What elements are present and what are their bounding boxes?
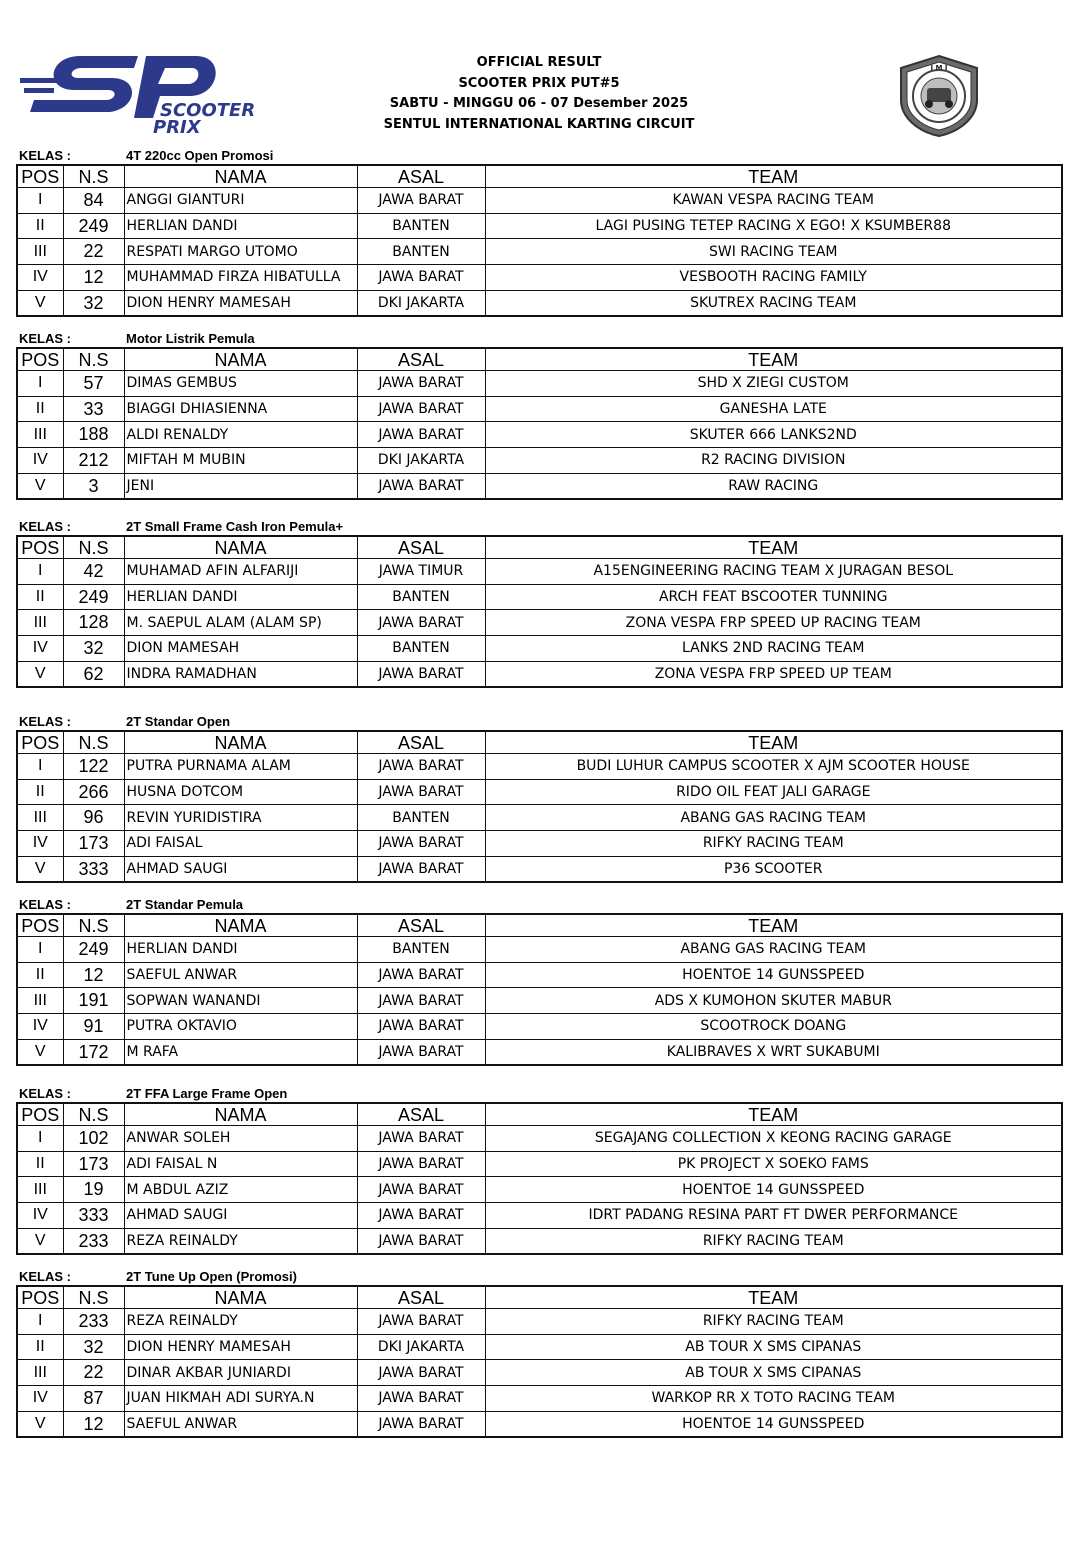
cell-pos: II: [17, 584, 63, 610]
cell-nama: SAEFUL ANWAR: [124, 1411, 357, 1437]
cell-pos: II: [17, 396, 63, 422]
cell-team: HOENTOE 14 GUNSSPEED: [485, 1411, 1062, 1437]
logo-prix-text: PRIX: [153, 117, 201, 137]
cell-nama: M ABDUL AZIZ: [124, 1177, 357, 1203]
cell-pos: II: [17, 962, 63, 988]
column-header-pos: POS: [17, 914, 63, 937]
cell-team: IDRT PADANG RESINA PART FT DWER PERFORMANCE: [485, 1203, 1062, 1229]
cell-team: RIFKY RACING TEAM: [485, 831, 1062, 857]
cell-ns: 102: [63, 1126, 124, 1152]
kelas-heading: [16, 1268, 1061, 1285]
cell-nama: REZA REINALDY: [124, 1309, 357, 1335]
kelas-name: 2T Small Frame Cash Iron Pemula+: [126, 519, 344, 534]
column-header-pos: POS: [17, 165, 63, 188]
cell-nama: JUAN HIKMAH ADI SURYA.N: [124, 1386, 357, 1412]
table-row: [17, 962, 1062, 988]
column-header-ns: N.S: [63, 348, 124, 371]
column-header-ns: N.S: [63, 536, 124, 559]
cell-team: KAWAN VESPA RACING TEAM: [485, 188, 1062, 214]
cell-nama: HERLIAN DANDI: [124, 213, 357, 239]
column-header-pos: POS: [17, 731, 63, 754]
table-row: [17, 448, 1062, 474]
results-table: [16, 730, 1063, 883]
column-header-pos: POS: [17, 536, 63, 559]
kelas-label: KELAS :: [19, 148, 71, 163]
cell-asal: DKI JAKARTA: [357, 1334, 485, 1360]
cell-pos: V: [17, 290, 63, 316]
cell-asal: BANTEN: [357, 805, 485, 831]
table-row: [17, 805, 1062, 831]
cell-nama: AHMAD SAUGI: [124, 856, 357, 882]
logo-scooter-text: SCOOTER: [160, 100, 256, 121]
cell-asal: JAWA BARAT: [357, 856, 485, 882]
cell-nama: REZA REINALDY: [124, 1228, 357, 1254]
cell-ns: 32: [63, 1334, 124, 1360]
cell-team: HOENTOE 14 GUNSSPEED: [485, 1177, 1062, 1203]
cell-ns: 173: [63, 831, 124, 857]
imi-letters: I M I: [930, 64, 948, 72]
cell-ns: 249: [63, 937, 124, 963]
cell-nama: MUHAMAD AFIN ALFARIJI: [124, 559, 357, 585]
cell-pos: III: [17, 239, 63, 265]
cell-pos: I: [17, 1309, 63, 1335]
cell-pos: IV: [17, 1386, 63, 1412]
cell-nama: PUTRA OKTAVIO: [124, 1014, 357, 1040]
table-row: [17, 239, 1062, 265]
cell-team: SCOOTROCK DOANG: [485, 1014, 1062, 1040]
cell-nama: ALDI RENALDY: [124, 422, 357, 448]
table-row: [17, 1334, 1062, 1360]
cell-team: KALIBRAVES X WRT SUKABUMI: [485, 1039, 1062, 1065]
cell-asal: JAWA BARAT: [357, 962, 485, 988]
kelas-label: KELAS :: [19, 1086, 71, 1101]
cell-ns: 191: [63, 988, 124, 1014]
results-table: [16, 1285, 1063, 1438]
column-header-ns: N.S: [63, 1286, 124, 1309]
cell-ns: 188: [63, 422, 124, 448]
cell-nama: DIMAS GEMBUS: [124, 371, 357, 397]
cell-pos: II: [17, 213, 63, 239]
kelas-label: KELAS :: [19, 714, 71, 729]
cell-ns: 33: [63, 396, 124, 422]
cell-asal: JAWA TIMUR: [357, 559, 485, 585]
kelas-heading: [16, 896, 1061, 913]
cell-ns: 42: [63, 559, 124, 585]
cell-team: VESBOOTH RACING FAMILY: [485, 265, 1062, 291]
class-section: [16, 1085, 1061, 1255]
cell-pos: IV: [17, 636, 63, 662]
cell-team: AB TOUR X SMS CIPANAS: [485, 1334, 1062, 1360]
imi-emblem-icon: [897, 54, 981, 138]
column-header-asal: ASAL: [357, 1103, 485, 1126]
results-table: [16, 164, 1063, 317]
cell-pos: III: [17, 1177, 63, 1203]
column-header-ns: N.S: [63, 914, 124, 937]
column-header-asal: ASAL: [357, 731, 485, 754]
cell-ns: 12: [63, 265, 124, 291]
results-table: [16, 913, 1063, 1066]
cell-nama: ANWAR SOLEH: [124, 1126, 357, 1152]
cell-asal: JAWA BARAT: [357, 188, 485, 214]
cell-asal: JAWA BARAT: [357, 661, 485, 687]
column-header-team: TEAM: [485, 348, 1062, 371]
kelas-name: 2T Tune Up Open (Promosi): [126, 1269, 297, 1284]
cell-ns: 333: [63, 856, 124, 882]
class-section: [16, 896, 1061, 1066]
column-header-team: TEAM: [485, 1103, 1062, 1126]
cell-ns: 19: [63, 1177, 124, 1203]
column-header-ns: N.S: [63, 1103, 124, 1126]
cell-pos: II: [17, 1334, 63, 1360]
cell-nama: M RAFA: [124, 1039, 357, 1065]
cell-team: LANKS 2ND RACING TEAM: [485, 636, 1062, 662]
cell-pos: V: [17, 1411, 63, 1437]
cell-ns: 22: [63, 1360, 124, 1386]
cell-asal: JAWA BARAT: [357, 1386, 485, 1412]
cell-nama: REVIN YURIDISTIRA: [124, 805, 357, 831]
cell-pos: III: [17, 988, 63, 1014]
cell-pos: I: [17, 937, 63, 963]
column-header-asal: ASAL: [357, 1286, 485, 1309]
table-header-row: [17, 1286, 1062, 1309]
cell-team: BUDI LUHUR CAMPUS SCOOTER X AJM SCOOTER HOUSE: [485, 754, 1062, 780]
cell-nama: BIAGGI DHIASIENNA: [124, 396, 357, 422]
cell-asal: JAWA BARAT: [357, 610, 485, 636]
title-line-1: OFFICIAL RESULT: [476, 55, 602, 70]
cell-ns: 333: [63, 1203, 124, 1229]
cell-pos: I: [17, 754, 63, 780]
cell-pos: I: [17, 188, 63, 214]
column-header-nama: NAMA: [124, 914, 357, 937]
cell-pos: IV: [17, 831, 63, 857]
cell-pos: V: [17, 1039, 63, 1065]
table-row: [17, 1126, 1062, 1152]
cell-team: P36 SCOOTER: [485, 856, 1062, 882]
table-row: [17, 265, 1062, 291]
cell-ns: 212: [63, 448, 124, 474]
cell-team: ARCH FEAT BSCOOTER TUNNING: [485, 584, 1062, 610]
cell-ns: 91: [63, 1014, 124, 1040]
results-table: [16, 347, 1063, 500]
cell-pos: IV: [17, 1014, 63, 1040]
cell-ns: 266: [63, 779, 124, 805]
table-row: [17, 636, 1062, 662]
cell-asal: JAWA BARAT: [357, 831, 485, 857]
column-header-team: TEAM: [485, 165, 1062, 188]
cell-team: PK PROJECT X SOEKO FAMS: [485, 1151, 1062, 1177]
column-header-pos: POS: [17, 1103, 63, 1126]
table-row: [17, 1411, 1062, 1437]
cell-nama: DION HENRY MAMESAH: [124, 290, 357, 316]
cell-team: SWI RACING TEAM: [485, 239, 1062, 265]
class-section: [16, 518, 1061, 688]
class-section: [16, 147, 1061, 317]
column-header-ns: N.S: [63, 165, 124, 188]
kelas-name: 2T Standar Open: [126, 714, 231, 729]
table-row: [17, 396, 1062, 422]
cell-asal: JAWA BARAT: [357, 754, 485, 780]
table-row: [17, 1309, 1062, 1335]
cell-asal: JAWA BARAT: [357, 988, 485, 1014]
column-header-pos: POS: [17, 348, 63, 371]
kelas-heading: [16, 147, 1061, 164]
cell-ns: 12: [63, 962, 124, 988]
cell-nama: ADI FAISAL N: [124, 1151, 357, 1177]
column-header-team: TEAM: [485, 1286, 1062, 1309]
cell-pos: III: [17, 422, 63, 448]
cell-team: GANESHA LATE: [485, 396, 1062, 422]
cell-pos: IV: [17, 1203, 63, 1229]
cell-ns: 3: [63, 473, 124, 499]
document-header: [0, 0, 1075, 145]
cell-team: R2 RACING DIVISION: [485, 448, 1062, 474]
column-header-asal: ASAL: [357, 348, 485, 371]
cell-ns: 128: [63, 610, 124, 636]
class-section: [16, 713, 1061, 883]
table-row: [17, 584, 1062, 610]
cell-asal: BANTEN: [357, 584, 485, 610]
table-header-row: [17, 914, 1062, 937]
kelas-name: 2T FFA Large Frame Open: [126, 1086, 288, 1101]
table-row: [17, 754, 1062, 780]
cell-team: RIDO OIL FEAT JALI GARAGE: [485, 779, 1062, 805]
column-header-pos: POS: [17, 1286, 63, 1309]
table-row: [17, 988, 1062, 1014]
cell-asal: JAWA BARAT: [357, 1151, 485, 1177]
kelas-label: KELAS :: [19, 1269, 71, 1284]
cell-pos: III: [17, 610, 63, 636]
cell-nama: MUHAMMAD FIRZA HIBATULLA: [124, 265, 357, 291]
cell-ns: 96: [63, 805, 124, 831]
cell-asal: BANTEN: [357, 239, 485, 265]
column-header-ns: N.S: [63, 731, 124, 754]
kelas-heading: [16, 1085, 1061, 1102]
cell-pos: I: [17, 559, 63, 585]
cell-pos: V: [17, 473, 63, 499]
cell-team: SKUTER 666 LANKS2ND: [485, 422, 1062, 448]
cell-asal: JAWA BARAT: [357, 473, 485, 499]
cell-nama: ADI FAISAL: [124, 831, 357, 857]
table-row: [17, 1039, 1062, 1065]
cell-ns: 173: [63, 1151, 124, 1177]
cell-asal: BANTEN: [357, 213, 485, 239]
document-title-block: [380, 53, 698, 135]
cell-asal: JAWA BARAT: [357, 371, 485, 397]
table-row: [17, 422, 1062, 448]
cell-pos: III: [17, 805, 63, 831]
table-row: [17, 1386, 1062, 1412]
column-header-team: TEAM: [485, 914, 1062, 937]
cell-asal: JAWA BARAT: [357, 265, 485, 291]
table-row: [17, 188, 1062, 214]
cell-pos: IV: [17, 448, 63, 474]
table-row: [17, 779, 1062, 805]
table-row: [17, 661, 1062, 687]
cell-ns: 62: [63, 661, 124, 687]
scooter-prix-logo: [20, 52, 275, 137]
table-row: [17, 473, 1062, 499]
cell-ns: 32: [63, 290, 124, 316]
cell-asal: DKI JAKARTA: [357, 290, 485, 316]
cell-nama: DINAR AKBAR JUNIARDI: [124, 1360, 357, 1386]
cell-asal: JAWA BARAT: [357, 1309, 485, 1335]
cell-team: SKUTREX RACING TEAM: [485, 290, 1062, 316]
cell-ns: 249: [63, 584, 124, 610]
table-row: [17, 937, 1062, 963]
cell-team: RAW RACING: [485, 473, 1062, 499]
cell-asal: JAWA BARAT: [357, 396, 485, 422]
cell-nama: M. SAEPUL ALAM (ALAM SP): [124, 610, 357, 636]
cell-nama: SAEFUL ANWAR: [124, 962, 357, 988]
cell-asal: JAWA BARAT: [357, 1203, 485, 1229]
column-header-nama: NAMA: [124, 348, 357, 371]
cell-ns: 122: [63, 754, 124, 780]
class-section: [16, 1268, 1061, 1438]
cell-ns: 22: [63, 239, 124, 265]
cell-pos: I: [17, 1126, 63, 1152]
table-row: [17, 856, 1062, 882]
table-row: [17, 831, 1062, 857]
cell-team: RIFKY RACING TEAM: [485, 1309, 1062, 1335]
kelas-name: 2T Standar Pemula: [126, 897, 244, 912]
results-table: [16, 535, 1063, 688]
table-header-row: [17, 348, 1062, 371]
cell-asal: BANTEN: [357, 636, 485, 662]
cell-pos: III: [17, 1360, 63, 1386]
title-line-3: SABTU - MINGGU 06 - 07 Desember 2025: [389, 96, 689, 111]
table-row: [17, 213, 1062, 239]
cell-pos: V: [17, 661, 63, 687]
table-row: [17, 1014, 1062, 1040]
kelas-heading: [16, 330, 1061, 347]
table-row: [17, 1177, 1062, 1203]
cell-nama: PUTRA PURNAMA ALAM: [124, 754, 357, 780]
cell-team: ABANG GAS RACING TEAM: [485, 805, 1062, 831]
kelas-heading: [16, 518, 1061, 535]
cell-team: WARKOP RR X TOTO RACING TEAM: [485, 1386, 1062, 1412]
table-header-row: [17, 1103, 1062, 1126]
table-row: [17, 1360, 1062, 1386]
cell-team: ABANG GAS RACING TEAM: [485, 937, 1062, 963]
cell-pos: V: [17, 1228, 63, 1254]
cell-nama: RESPATI MARGO UTOMO: [124, 239, 357, 265]
cell-ns: 57: [63, 371, 124, 397]
cell-team: AB TOUR X SMS CIPANAS: [485, 1360, 1062, 1386]
table-row: [17, 1228, 1062, 1254]
kelas-label: KELAS :: [19, 519, 71, 534]
cell-ns: 12: [63, 1411, 124, 1437]
column-header-team: TEAM: [485, 536, 1062, 559]
column-header-nama: NAMA: [124, 1103, 357, 1126]
cell-nama: JENI: [124, 473, 357, 499]
table-header-row: [17, 731, 1062, 754]
cell-ns: 249: [63, 213, 124, 239]
column-header-nama: NAMA: [124, 165, 357, 188]
column-header-nama: NAMA: [124, 731, 357, 754]
cell-ns: 172: [63, 1039, 124, 1065]
cell-nama: HERLIAN DANDI: [124, 937, 357, 963]
cell-team: LAGI PUSING TETEP RACING X EGO! X KSUMBER88: [485, 213, 1062, 239]
kelas-label: KELAS :: [19, 331, 71, 346]
column-header-nama: NAMA: [124, 1286, 357, 1309]
cell-asal: JAWA BARAT: [357, 1014, 485, 1040]
title-line-4: SENTUL INTERNATIONAL KARTING CIRCUIT: [383, 116, 695, 132]
cell-asal: JAWA BARAT: [357, 1039, 485, 1065]
kelas-name: 4T 220cc Open Promosi: [126, 148, 274, 163]
cell-pos: V: [17, 856, 63, 882]
cell-nama: DION HENRY MAMESAH: [124, 1334, 357, 1360]
table-row: [17, 559, 1062, 585]
column-header-asal: ASAL: [357, 914, 485, 937]
cell-ns: 32: [63, 636, 124, 662]
table-row: [17, 371, 1062, 397]
cell-asal: JAWA BARAT: [357, 1126, 485, 1152]
cell-team: ADS X KUMOHON SKUTER MABUR: [485, 988, 1062, 1014]
cell-team: ZONA VESPA FRP SPEED UP TEAM: [485, 661, 1062, 687]
cell-pos: IV: [17, 265, 63, 291]
table-row: [17, 1203, 1062, 1229]
cell-ns: 87: [63, 1386, 124, 1412]
cell-asal: JAWA BARAT: [357, 422, 485, 448]
cell-team: ZONA VESPA FRP SPEED UP RACING TEAM: [485, 610, 1062, 636]
cell-pos: I: [17, 371, 63, 397]
title-line-2: SCOOTER PRIX PUT#5: [458, 75, 620, 91]
cell-nama: INDRA RAMADHAN: [124, 661, 357, 687]
column-header-asal: ASAL: [357, 536, 485, 559]
column-header-team: TEAM: [485, 731, 1062, 754]
class-section: [16, 330, 1061, 500]
cell-team: HOENTOE 14 GUNSSPEED: [485, 962, 1062, 988]
table-row: [17, 290, 1062, 316]
cell-asal: DKI JAKARTA: [357, 448, 485, 474]
kelas-heading: [16, 713, 1061, 730]
cell-pos: II: [17, 779, 63, 805]
cell-nama: AHMAD SAUGI: [124, 1203, 357, 1229]
column-header-asal: ASAL: [357, 165, 485, 188]
cell-nama: ANGGI GIANTURI: [124, 188, 357, 214]
cell-ns: 233: [63, 1228, 124, 1254]
cell-nama: MIFTAH M MUBIN: [124, 448, 357, 474]
cell-nama: DION MAMESAH: [124, 636, 357, 662]
table-row: [17, 1151, 1062, 1177]
kelas-name: Motor Listrik Pemula: [126, 331, 255, 346]
cell-asal: JAWA BARAT: [357, 1177, 485, 1203]
cell-nama: SOPWAN WANANDI: [124, 988, 357, 1014]
cell-ns: 84: [63, 188, 124, 214]
cell-team: SEGAJANG COLLECTION X KEONG RACING GARAGE: [485, 1126, 1062, 1152]
cell-ns: 233: [63, 1309, 124, 1335]
cell-asal: BANTEN: [357, 937, 485, 963]
column-header-nama: NAMA: [124, 536, 357, 559]
cell-asal: JAWA BARAT: [357, 1360, 485, 1386]
cell-asal: JAWA BARAT: [357, 779, 485, 805]
cell-nama: HUSNA DOTCOM: [124, 779, 357, 805]
cell-team: RIFKY RACING TEAM: [485, 1228, 1062, 1254]
table-header-row: [17, 165, 1062, 188]
cell-nama: HERLIAN DANDI: [124, 584, 357, 610]
table-row: [17, 610, 1062, 636]
cell-pos: II: [17, 1151, 63, 1177]
kelas-label: KELAS :: [19, 897, 71, 912]
cell-asal: JAWA BARAT: [357, 1411, 485, 1437]
results-table: [16, 1102, 1063, 1255]
cell-asal: JAWA BARAT: [357, 1228, 485, 1254]
table-header-row: [17, 536, 1062, 559]
cell-team: SHD X ZIEGI CUSTOM: [485, 371, 1062, 397]
cell-team: A15ENGINEERING RACING TEAM X JURAGAN BESOL: [485, 559, 1062, 585]
